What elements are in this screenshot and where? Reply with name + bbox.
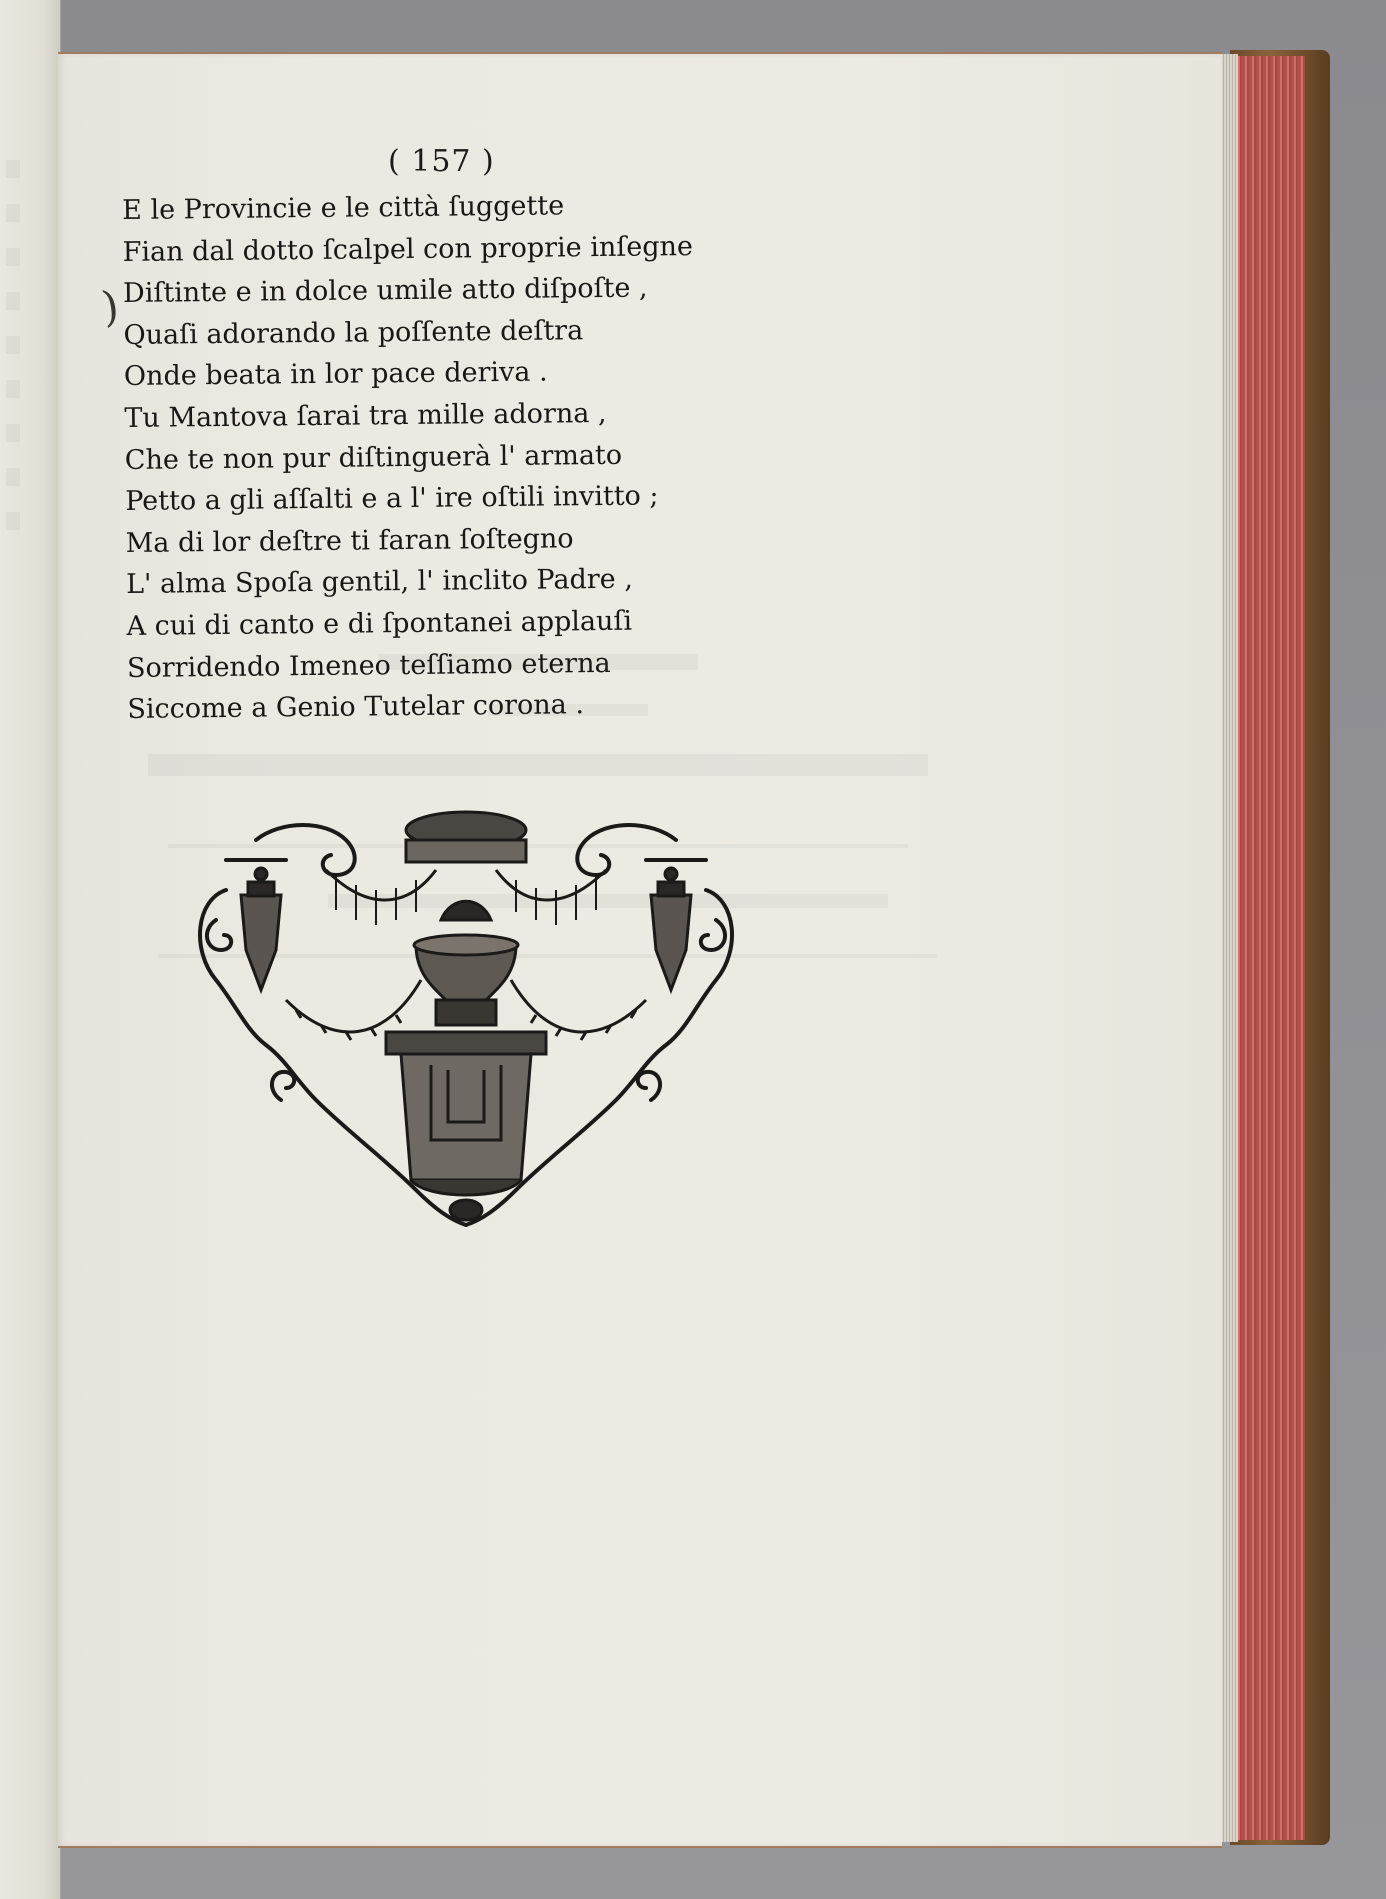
verse-line: Petto a gli aſſalti e a l' ire oſtili invitto ; <box>125 480 659 518</box>
verse-line: Tu Mantova ſarai tra mille adorna , <box>124 397 607 434</box>
red-page-edges <box>1235 56 1305 1840</box>
urn-scrollwork-vignette-icon <box>186 800 746 1232</box>
verse-line: Quaſi adorando la poſſente deſtra <box>123 314 584 351</box>
verse-line: L' alma Spoſa gentil, l' inclito Padre , <box>125 564 634 601</box>
page-number: ( 157 ) <box>388 144 495 179</box>
verse-line: Ma di lor deſtre ti faran ſoſtegno <box>125 523 574 559</box>
verse-line: E le Provincie e le città ſuggette <box>122 190 565 226</box>
verse-line: Diſtinte e in dolce umile atto diſpoſte , <box>122 272 648 310</box>
verse-line: Onde beata in lor pace deriva . <box>123 356 548 393</box>
verse-line: Fian dal dotto ſcalpel con proprie inſegne <box>122 230 694 268</box>
verse-line: Siccome a Genio Tutelar corona . <box>127 689 585 726</box>
verse-text <box>122 183 768 730</box>
verse-line: A cui di canto e di ſpontanei applauſi <box>126 605 633 642</box>
previous-page-edge <box>0 0 61 1899</box>
previous-page-show-through <box>6 160 20 540</box>
verse-line: Sorridendo Imeneo teſſiamo eterna <box>126 647 611 684</box>
verse-line: Che te non pur diſtinguerà l' armato <box>124 439 623 476</box>
margin-mark: ) <box>98 281 122 332</box>
